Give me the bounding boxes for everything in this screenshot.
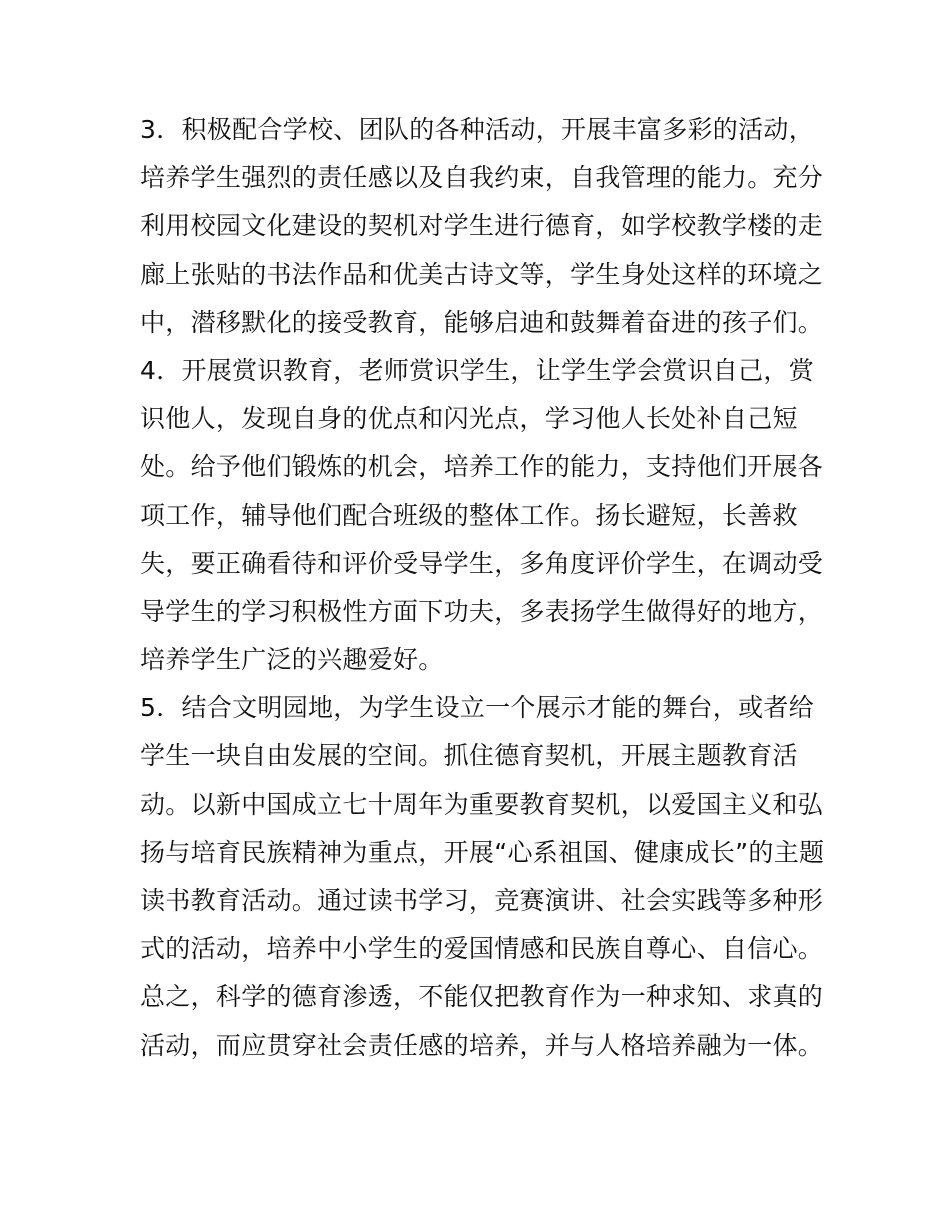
text-line: 失，要正确看待和评价受导学生，多角度评价学生，在调动受	[140, 548, 824, 578]
text-line: 动。以新中国成立七十周年为重要教育契机，以爱国主义和弘	[140, 789, 824, 819]
text-line: 活动，而应贯穿社会责任感的培养，并与人格培养融为一体。	[140, 1030, 824, 1060]
text-line: 式的活动，培养中小学生的爱国情感和民族自尊心、自信心。	[140, 934, 824, 964]
text-line: 培养学生强烈的责任感以及自我约束，自我管理的能力。充分	[140, 163, 824, 193]
text-line: 处。给予他们锻炼的机会，培养工作的能力，支持他们开展各	[140, 452, 824, 482]
text-line: 利用校园文化建设的契机对学生进行德育，如学校教学楼的走	[140, 211, 824, 241]
document-body	[140, 106, 825, 1070]
text-line: 总之，科学的德育渗透，不能仅把教育作为一种求知、求真的	[140, 982, 824, 1012]
text-line: 扬与培育民族精神为重点，开展“心系祖国、健康成长”的主题	[140, 837, 825, 867]
text-line: 5．结合文明园地，为学生设立一个展示才能的舞台，或者给	[140, 693, 815, 723]
text-line: 读书教育活动。通过读书学习，竞赛演讲、社会实践等多种形	[140, 886, 824, 915]
text-line: 廊上张贴的书法作品和优美古诗文等，学生身处这样的环境之	[140, 259, 824, 289]
text-line: 中，潜移默化的接受教育，能够启迪和鼓舞着奋进的孩子们。	[140, 307, 824, 337]
text-line: 4．开展赏识教育，老师赏识学生，让学生学会赏识自己，赏	[140, 355, 815, 385]
text-line: 学生一块自由发展的空间。抓住德育契机，开展主题教育活	[140, 741, 798, 771]
text-line: 导学生的学习积极性方面下功夫，多表扬学生做得好的地方，	[140, 596, 824, 626]
text-line: 项工作，辅导他们配合班级的整体工作。扬长避短，长善救	[140, 500, 798, 530]
text-line: 识他人，发现自身的优点和闪光点，学习他人长处补自己短	[140, 404, 798, 434]
text-line: 3．积极配合学校、团队的各种活动，开展丰富多彩的活动，	[140, 115, 815, 144]
text-line: 培养学生广泛的兴趣爱好。	[140, 645, 444, 675]
